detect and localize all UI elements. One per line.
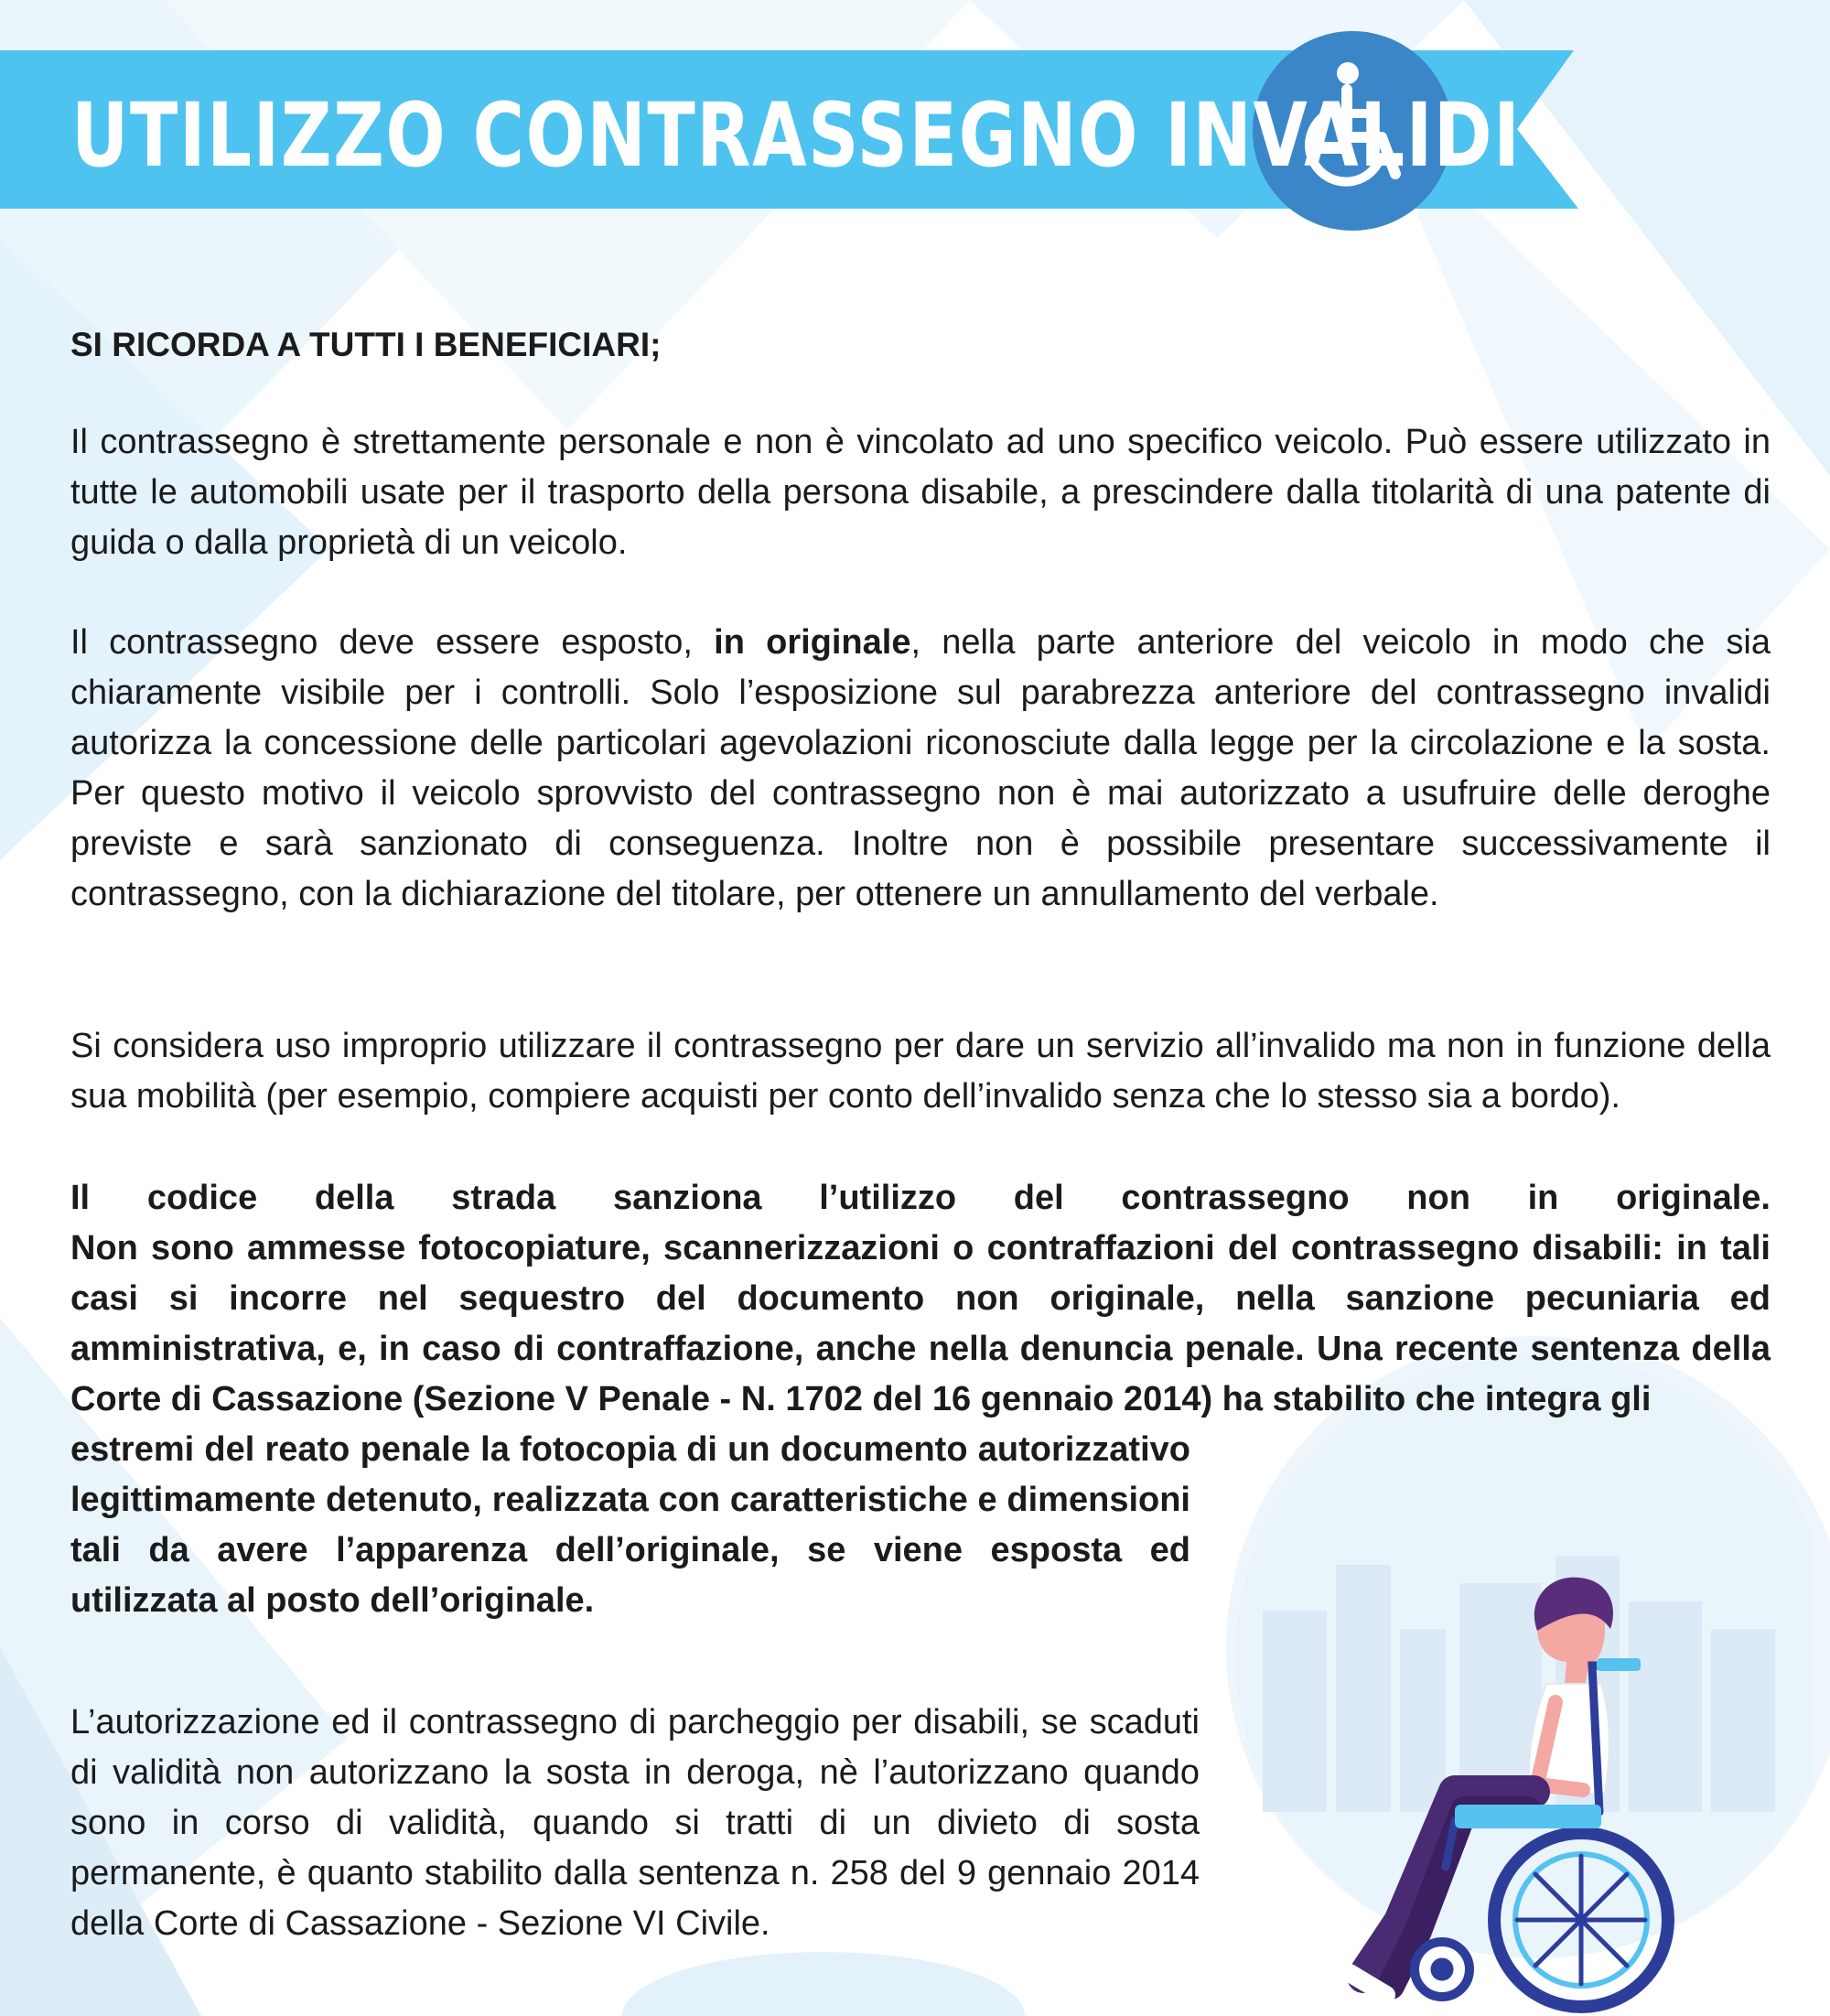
wheelchair-seat [1455, 1805, 1601, 1828]
penalty-notice-lead: Il codice della strada sanziona l’utilizzo del contrassegno non in originale. [70, 1179, 1771, 1217]
emphasis-in-originale: in originale [714, 623, 911, 662]
paragraph-personal-use: Il contrassegno è strettamente personale e non è vincolato ad uno specifico veicolo. Può essere utilizzato in tutte le automobili usate per il trasporto della persona disabile, a prescindere dalla titolarità di una patente di guida o dalla proprietà di un veicolo. [70, 423, 1771, 562]
wheelchair-handle [1597, 1658, 1641, 1671]
paragraph-expired-authorization: L’autorizzazione ed il contrassegno di parcheggio per disabili, se scaduti di validità non autorizzano la sosta in deroga, nè l’autorizzano quando sono in corso di validità, quando si tratti di un divieto di sosta permanente, è quanto stabilito dalla sentenza n. 258 del 9 gennaio 2014 della Corte di Cassazione - Sezione VI Civile. [70, 1703, 1200, 1943]
paragraph-improper-use: Si considera uso improprio utilizzare il contrassegno per dare un servizio all’invalido ma non in funzione della sua mobilità (per esempio, compiere acquisti per conto dell’invalido senza che lo stesso sia a bordo). [70, 1027, 1771, 1116]
penalty-notice-body-continued: estremi del reato penale la fotocopia di un documento autorizzativo legittimamente detenuto, realizzata con caratteristiche e dimensioni tali da avere l’apparenza dell’originale, se viene esposta ed utilizzata al posto dell’originale. [70, 1430, 1190, 1620]
page-title: UTILIZZO CONTRASSEGNO INVALIDI [71, 84, 1522, 187]
penalty-notice-body: Non sono ammesse fotocopiature, scannerizzazioni o contraffazioni del contrassegno disabili: in tali casi si incorre nel sequestro del documento non originale, nella sanzione pecuniaria ed amministrativa, e, in caso di contraffazione, anche nella denuncia penale. Una recente sentenza della Corte di Cassazione (Sezione V Penale - N. 1702 del 16 gennaio 2014) ha stabilito che integra gli [70, 1229, 1771, 1418]
paragraph-display-original: Il contrassegno deve essere esposto, in originale, nella parte anteriore del veicolo in modo che sia chiaramente visibile per i controlli. Solo l’esposizione sul parabrezza anteriore del contrassegno invalidi autorizza la concessione delle particolari agevolazioni riconosciute dalla legge per la circolazione e la sosta. Per questo motivo il veicolo sprovvisto del contrassegno non è mai autorizzato a usufruire delle deroghe previste e sarà sanzionato di conseguenza. Inoltre non è possibile presentare successivamente il contrassegno, con la dichiarazione del titolare, per ottenere un annullamento del verbale. [70, 623, 1771, 913]
penalty-notice [70, 1173, 1771, 1626]
reminder-heading: SI RICORDA A TUTTI I BENEFICIARI; [70, 326, 662, 363]
